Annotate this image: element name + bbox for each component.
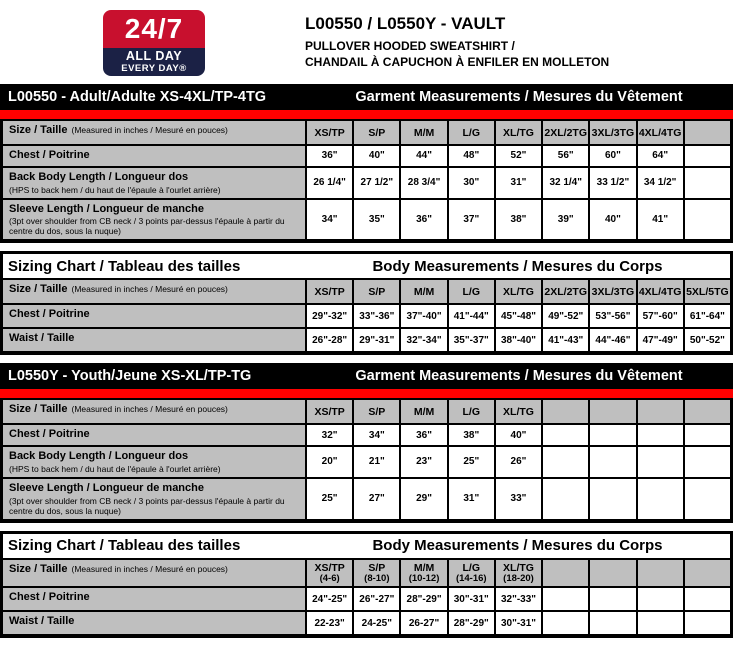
measurement-row-label: Waist / Taille (9, 332, 75, 345)
measurement-row-label-cell (3, 329, 305, 351)
size-column-header-cell (307, 121, 352, 144)
size-row-label-cell (3, 121, 305, 144)
measurement-value-cell: 38" (496, 200, 541, 240)
measurement-value-cell: 49"-52" (543, 305, 588, 327)
measurement-row-label: Back Body Length / Longueur dos (9, 450, 189, 463)
size-column-header-cell (685, 121, 730, 144)
measurement-value-cell: 36" (401, 200, 446, 240)
size-column-sublabel: (14-16) (455, 572, 487, 584)
measurement-row-label-cell (3, 146, 305, 166)
section-measurement-title: Garment Measurements / Mesures du Vêtement (355, 89, 683, 105)
measurement-row-label: Chest / Poitrine (9, 308, 90, 321)
size-grid (3, 560, 730, 634)
measurement-value-cell: 26-27" (401, 612, 446, 634)
size-column-header-cell (354, 121, 399, 144)
measurement-value-cell: 30" (449, 168, 494, 198)
section-measurement-title: Garment Measurements / Mesures du Vêtement (355, 368, 683, 385)
measurement-value-cell: 30"-31" (496, 612, 541, 634)
body-measurements-section (0, 531, 733, 638)
measurement-value-cell (590, 479, 635, 519)
measurement-value-cell (590, 588, 635, 610)
size-column-label: M/M (413, 285, 435, 298)
section-product-title: L00550 - Adult/Adulte XS-4XL/TP-4TG (8, 89, 267, 105)
product-subtitle-fr: CHANDAIL À CAPUCHON À ENFILER EN MOLLETON (305, 54, 610, 69)
size-column-header-cell (449, 280, 494, 303)
size-chart-sections (0, 84, 733, 638)
measurement-value-cell: 33"-36" (354, 305, 399, 327)
size-column-header-cell (638, 280, 683, 303)
measurement-value-cell: 33" (496, 479, 541, 519)
measurement-value-cell: 53"-56" (590, 305, 635, 327)
measurement-value-cell: 32" (307, 425, 352, 445)
sizing-chart-title: Sizing Chart / Tableau des tailles (8, 257, 241, 275)
size-column-header-cell (543, 121, 588, 144)
measurement-value-cell: 20" (307, 447, 352, 477)
measurement-value-cell: 32"-34" (401, 329, 446, 351)
size-column-header-cell (543, 560, 588, 586)
size-column-label: XL/TG (503, 405, 534, 418)
measurement-value-cell (685, 612, 730, 634)
measurement-value-cell: 31" (449, 479, 494, 519)
size-column-label: XS/TP (314, 561, 345, 574)
size-column-label: L/G (462, 405, 481, 418)
body-measurements-title: Body Measurements / Mesures du Corps (372, 537, 663, 555)
measurement-value-cell: 52" (496, 146, 541, 166)
size-row-label-cell (3, 400, 305, 423)
size-column-header-cell (401, 400, 446, 423)
size-column-label: S/P (368, 285, 386, 298)
measurement-value-cell (543, 447, 588, 477)
size-column-header-cell (401, 560, 446, 586)
size-column-label: XL/TG (503, 126, 534, 139)
measurement-value-cell: 45"-48" (496, 305, 541, 327)
brand-logo (103, 10, 205, 76)
measurement-value-cell (685, 200, 730, 240)
measurement-row-note: (HPS to back hem / du haut de l'épaule à l'ourlet arrière) (9, 184, 221, 195)
measurement-value-cell (638, 612, 683, 634)
measurement-value-cell: 36" (307, 146, 352, 166)
measurement-value-cell: 60" (590, 146, 635, 166)
measurement-value-cell: 37"-40" (401, 305, 446, 327)
measurement-value-cell: 48" (449, 146, 494, 166)
measurement-value-cell: 40" (590, 200, 635, 240)
body-measurements-section (0, 251, 733, 355)
measurement-value-cell: 40" (496, 425, 541, 445)
size-column-label: 4XL/4TG (638, 285, 682, 298)
logo-all-day (103, 48, 205, 76)
measurement-row-note: (3pt over shoulder from CB neck / 3 points par-dessus l'épaule à partir du centre du dos, sous la nuque) (9, 216, 285, 237)
measurement-row-label-cell (3, 447, 305, 477)
measurement-table (0, 398, 733, 522)
size-column-label: S/P (368, 561, 386, 574)
measurement-value-cell (638, 425, 683, 445)
section-header-row (3, 534, 730, 558)
measurement-value-cell: 21" (354, 447, 399, 477)
size-column-header-cell (638, 560, 683, 586)
size-label: Size / Taille (9, 562, 68, 575)
section-header-row (3, 254, 730, 278)
measurement-value-cell: 41"-43" (543, 329, 588, 351)
product-title-block (305, 10, 609, 76)
measurement-value-cell: 24"-25" (307, 588, 352, 610)
size-column-label: XL/TG (503, 285, 534, 298)
red-accent-stripe (0, 110, 733, 119)
measurement-value-cell: 34" (354, 425, 399, 445)
size-column-header-cell (685, 560, 730, 586)
measurement-value-cell: 31" (496, 168, 541, 198)
measurement-value-cell: 26"-28" (307, 329, 352, 351)
measurement-value-cell: 41"-44" (449, 305, 494, 327)
measurement-value-cell (685, 146, 730, 166)
size-column-label: 4XL/4TG (638, 126, 682, 139)
measurement-row-label-cell (3, 425, 305, 445)
logo-every-day-text: EVERY DAY® (121, 62, 187, 74)
size-column-label: 2XL/2TG (544, 126, 588, 139)
size-note: (Measured in inches / Mesuré en pouces) (71, 404, 228, 415)
measurement-value-cell (685, 425, 730, 445)
logo-24-7-text: 24/7 (124, 13, 184, 44)
measurement-value-cell: 26"-27" (354, 588, 399, 610)
measurement-value-cell (543, 425, 588, 445)
measurement-value-cell: 35" (354, 200, 399, 240)
garment-measurements-section (0, 363, 733, 522)
size-column-label: L/G (462, 561, 481, 574)
size-column-label: M/M (413, 405, 435, 418)
size-label: Size / Taille (9, 403, 68, 416)
measurement-value-cell: 37" (449, 200, 494, 240)
measurement-value-cell (638, 479, 683, 519)
sizing-chart-title: Sizing Chart / Tableau des tailles (8, 537, 241, 555)
measurement-value-cell: 34 1/2" (638, 168, 683, 198)
measurement-value-cell: 25" (449, 447, 494, 477)
measurement-table (0, 119, 733, 243)
measurement-value-cell: 32 1/4" (543, 168, 588, 198)
size-grid (3, 280, 730, 351)
size-row-label-cell (3, 560, 305, 586)
product-subtitle-en: PULLOVER HOODED SWEATSHIRT / (305, 39, 515, 53)
size-column-label: S/P (368, 126, 386, 139)
measurement-value-cell: 64" (638, 146, 683, 166)
measurement-value-cell: 47"-49" (638, 329, 683, 351)
size-column-sublabel: (10-12) (408, 572, 440, 584)
measurement-value-cell (638, 447, 683, 477)
measurement-value-cell (590, 447, 635, 477)
measurement-value-cell: 57"-60" (638, 305, 683, 327)
measurement-row-label-cell (3, 612, 305, 634)
measurement-value-cell: 41" (638, 200, 683, 240)
size-column-label: XS/TP (314, 285, 345, 298)
measurement-value-cell (590, 425, 635, 445)
size-column-header-cell (354, 280, 399, 303)
measurement-value-cell (685, 447, 730, 477)
size-column-sublabel: (4-6) (319, 572, 340, 584)
measurement-value-cell: 44" (401, 146, 446, 166)
size-column-header-cell (638, 400, 683, 423)
size-column-label: L/G (462, 285, 481, 298)
measurement-value-cell: 36" (401, 425, 446, 445)
size-column-header-cell (590, 560, 635, 586)
measurement-value-cell: 28 3/4" (401, 168, 446, 198)
measurement-value-cell: 28"-29" (449, 612, 494, 634)
measurement-value-cell: 38" (449, 425, 494, 445)
measurement-value-cell: 30"-31" (449, 588, 494, 610)
size-column-header-cell (307, 280, 352, 303)
size-column-label: S/P (368, 405, 386, 418)
size-column-label: XL/TG (503, 561, 534, 574)
size-column-header-cell (543, 280, 588, 303)
size-label: Size / Taille (9, 124, 68, 136)
size-column-header-cell (401, 121, 446, 144)
measurement-row-label-cell (3, 588, 305, 610)
size-column-header-cell (496, 560, 541, 586)
measurement-value-cell (685, 479, 730, 519)
measurement-value-cell: 29"-32" (307, 305, 352, 327)
measurement-value-cell (543, 479, 588, 519)
measurement-row-label: Sleeve Length / Longueur de manche (9, 481, 204, 494)
measurement-row-label: Back Body Length / Longueur dos (9, 170, 189, 183)
size-column-header-cell (590, 400, 635, 423)
size-column-header-cell (354, 560, 399, 586)
size-column-header-cell (685, 280, 730, 303)
measurement-value-cell: 38"-40" (496, 329, 541, 351)
size-column-header-cell (449, 560, 494, 586)
size-column-header-cell (590, 121, 635, 144)
measurement-row-label-cell (3, 479, 305, 519)
measurement-value-cell: 40" (354, 146, 399, 166)
measurement-value-cell: 33 1/2" (590, 168, 635, 198)
size-column-label: 3XL/3TG (591, 126, 635, 139)
measurement-value-cell: 61"-64" (685, 305, 730, 327)
section-header-bar (0, 84, 733, 110)
size-label: Size / Taille (9, 283, 68, 296)
measurement-value-cell (685, 588, 730, 610)
section-header-bar (0, 363, 733, 389)
logo-24-7 (103, 10, 205, 48)
size-column-label: 2XL/2TG (544, 285, 588, 298)
measurement-value-cell: 56" (543, 146, 588, 166)
size-note: (Measured in inches / Mesuré en pouces) (71, 125, 228, 135)
size-column-header-cell (638, 121, 683, 144)
page-header (0, 0, 733, 76)
measurement-value-cell: 32"-33" (496, 588, 541, 610)
measurement-value-cell (543, 588, 588, 610)
size-column-header-cell (354, 400, 399, 423)
measurement-value-cell: 35"-37" (449, 329, 494, 351)
measurement-value-cell: 44"-46" (590, 329, 635, 351)
measurement-value-cell: 28"-29" (401, 588, 446, 610)
measurement-row-note: (3pt over shoulder from CB neck / 3 points par-dessus l'épaule à partir du centre du dos, sous la nuque) (9, 495, 285, 516)
measurement-value-cell: 23" (401, 447, 446, 477)
size-column-label: L/G (462, 126, 481, 139)
measurement-row-label: Chest / Poitrine (9, 428, 90, 441)
size-column-header-cell (496, 280, 541, 303)
size-column-header-cell (496, 121, 541, 144)
measurement-table (0, 531, 733, 638)
size-note: (Measured in inches / Mesuré en pouces) (71, 284, 228, 295)
size-column-header-cell (685, 400, 730, 423)
size-column-label: M/M (413, 126, 435, 139)
size-column-sublabel: (18-20) (503, 572, 534, 584)
size-column-header-cell (401, 280, 446, 303)
measurement-row-label-cell (3, 168, 305, 198)
measurement-value-cell: 27" (354, 479, 399, 519)
size-column-label: 3XL/3TG (591, 285, 635, 298)
measurement-value-cell (638, 588, 683, 610)
measurement-value-cell: 26" (496, 447, 541, 477)
measurement-value-cell: 24-25" (354, 612, 399, 634)
size-column-header-cell (496, 400, 541, 423)
measurement-row-label: Chest / Poitrine (9, 149, 90, 161)
measurement-table (0, 251, 733, 355)
measurement-value-cell (543, 612, 588, 634)
measurement-row-label: Chest / Poitrine (9, 591, 90, 604)
size-column-header-cell (307, 400, 352, 423)
measurement-value-cell: 27 1/2" (354, 168, 399, 198)
measurement-row-note: (HPS to back hem / du haut de l'épaule à l'ourlet arrière) (9, 463, 221, 474)
section-product-title: L0550Y - Youth/Jeune XS-XL/TP-TG (8, 368, 252, 385)
size-column-header-cell (449, 400, 494, 423)
measurement-value-cell: 34" (307, 200, 352, 240)
measurement-row-label: Sleeve Length / Longueur de manche (9, 202, 204, 215)
size-column-label: M/M (413, 561, 435, 574)
measurement-row-label: Waist / Taille (9, 615, 75, 628)
size-column-header-cell (590, 280, 635, 303)
body-measurements-title: Body Measurements / Mesures du Corps (372, 257, 663, 275)
measurement-value-cell: 29"-31" (354, 329, 399, 351)
measurement-row-label-cell (3, 305, 305, 327)
size-column-header-cell (307, 560, 352, 586)
logo-all-day-text: ALL DAY (125, 49, 183, 64)
measurement-value-cell: 25" (307, 479, 352, 519)
measurement-value-cell: 26 1/4" (307, 168, 352, 198)
measurement-value-cell (590, 612, 635, 634)
garment-measurements-section (0, 84, 733, 243)
measurement-value-cell: 50"-52" (685, 329, 730, 351)
size-column-label: 5XL/5TG (686, 285, 729, 298)
size-column-header-cell (449, 121, 494, 144)
size-column-sublabel: (8-10) (364, 572, 390, 584)
size-column-header-cell (543, 400, 588, 423)
size-column-label: XS/TP (314, 405, 345, 418)
measurement-value-cell: 29" (401, 479, 446, 519)
measurement-value-cell (685, 168, 730, 198)
size-grid (3, 121, 730, 239)
measurement-row-label-cell (3, 200, 305, 240)
measurement-value-cell: 22-23" (307, 612, 352, 634)
size-note: (Measured in inches / Mesuré en pouces) (71, 563, 228, 574)
size-grid (3, 400, 730, 518)
size-column-label: XS/TP (314, 126, 345, 139)
measurement-value-cell: 39" (543, 200, 588, 240)
size-row-label-cell (3, 280, 305, 303)
red-accent-stripe (0, 389, 733, 398)
product-title: L00550 / L0550Y - VAULT (305, 14, 506, 33)
